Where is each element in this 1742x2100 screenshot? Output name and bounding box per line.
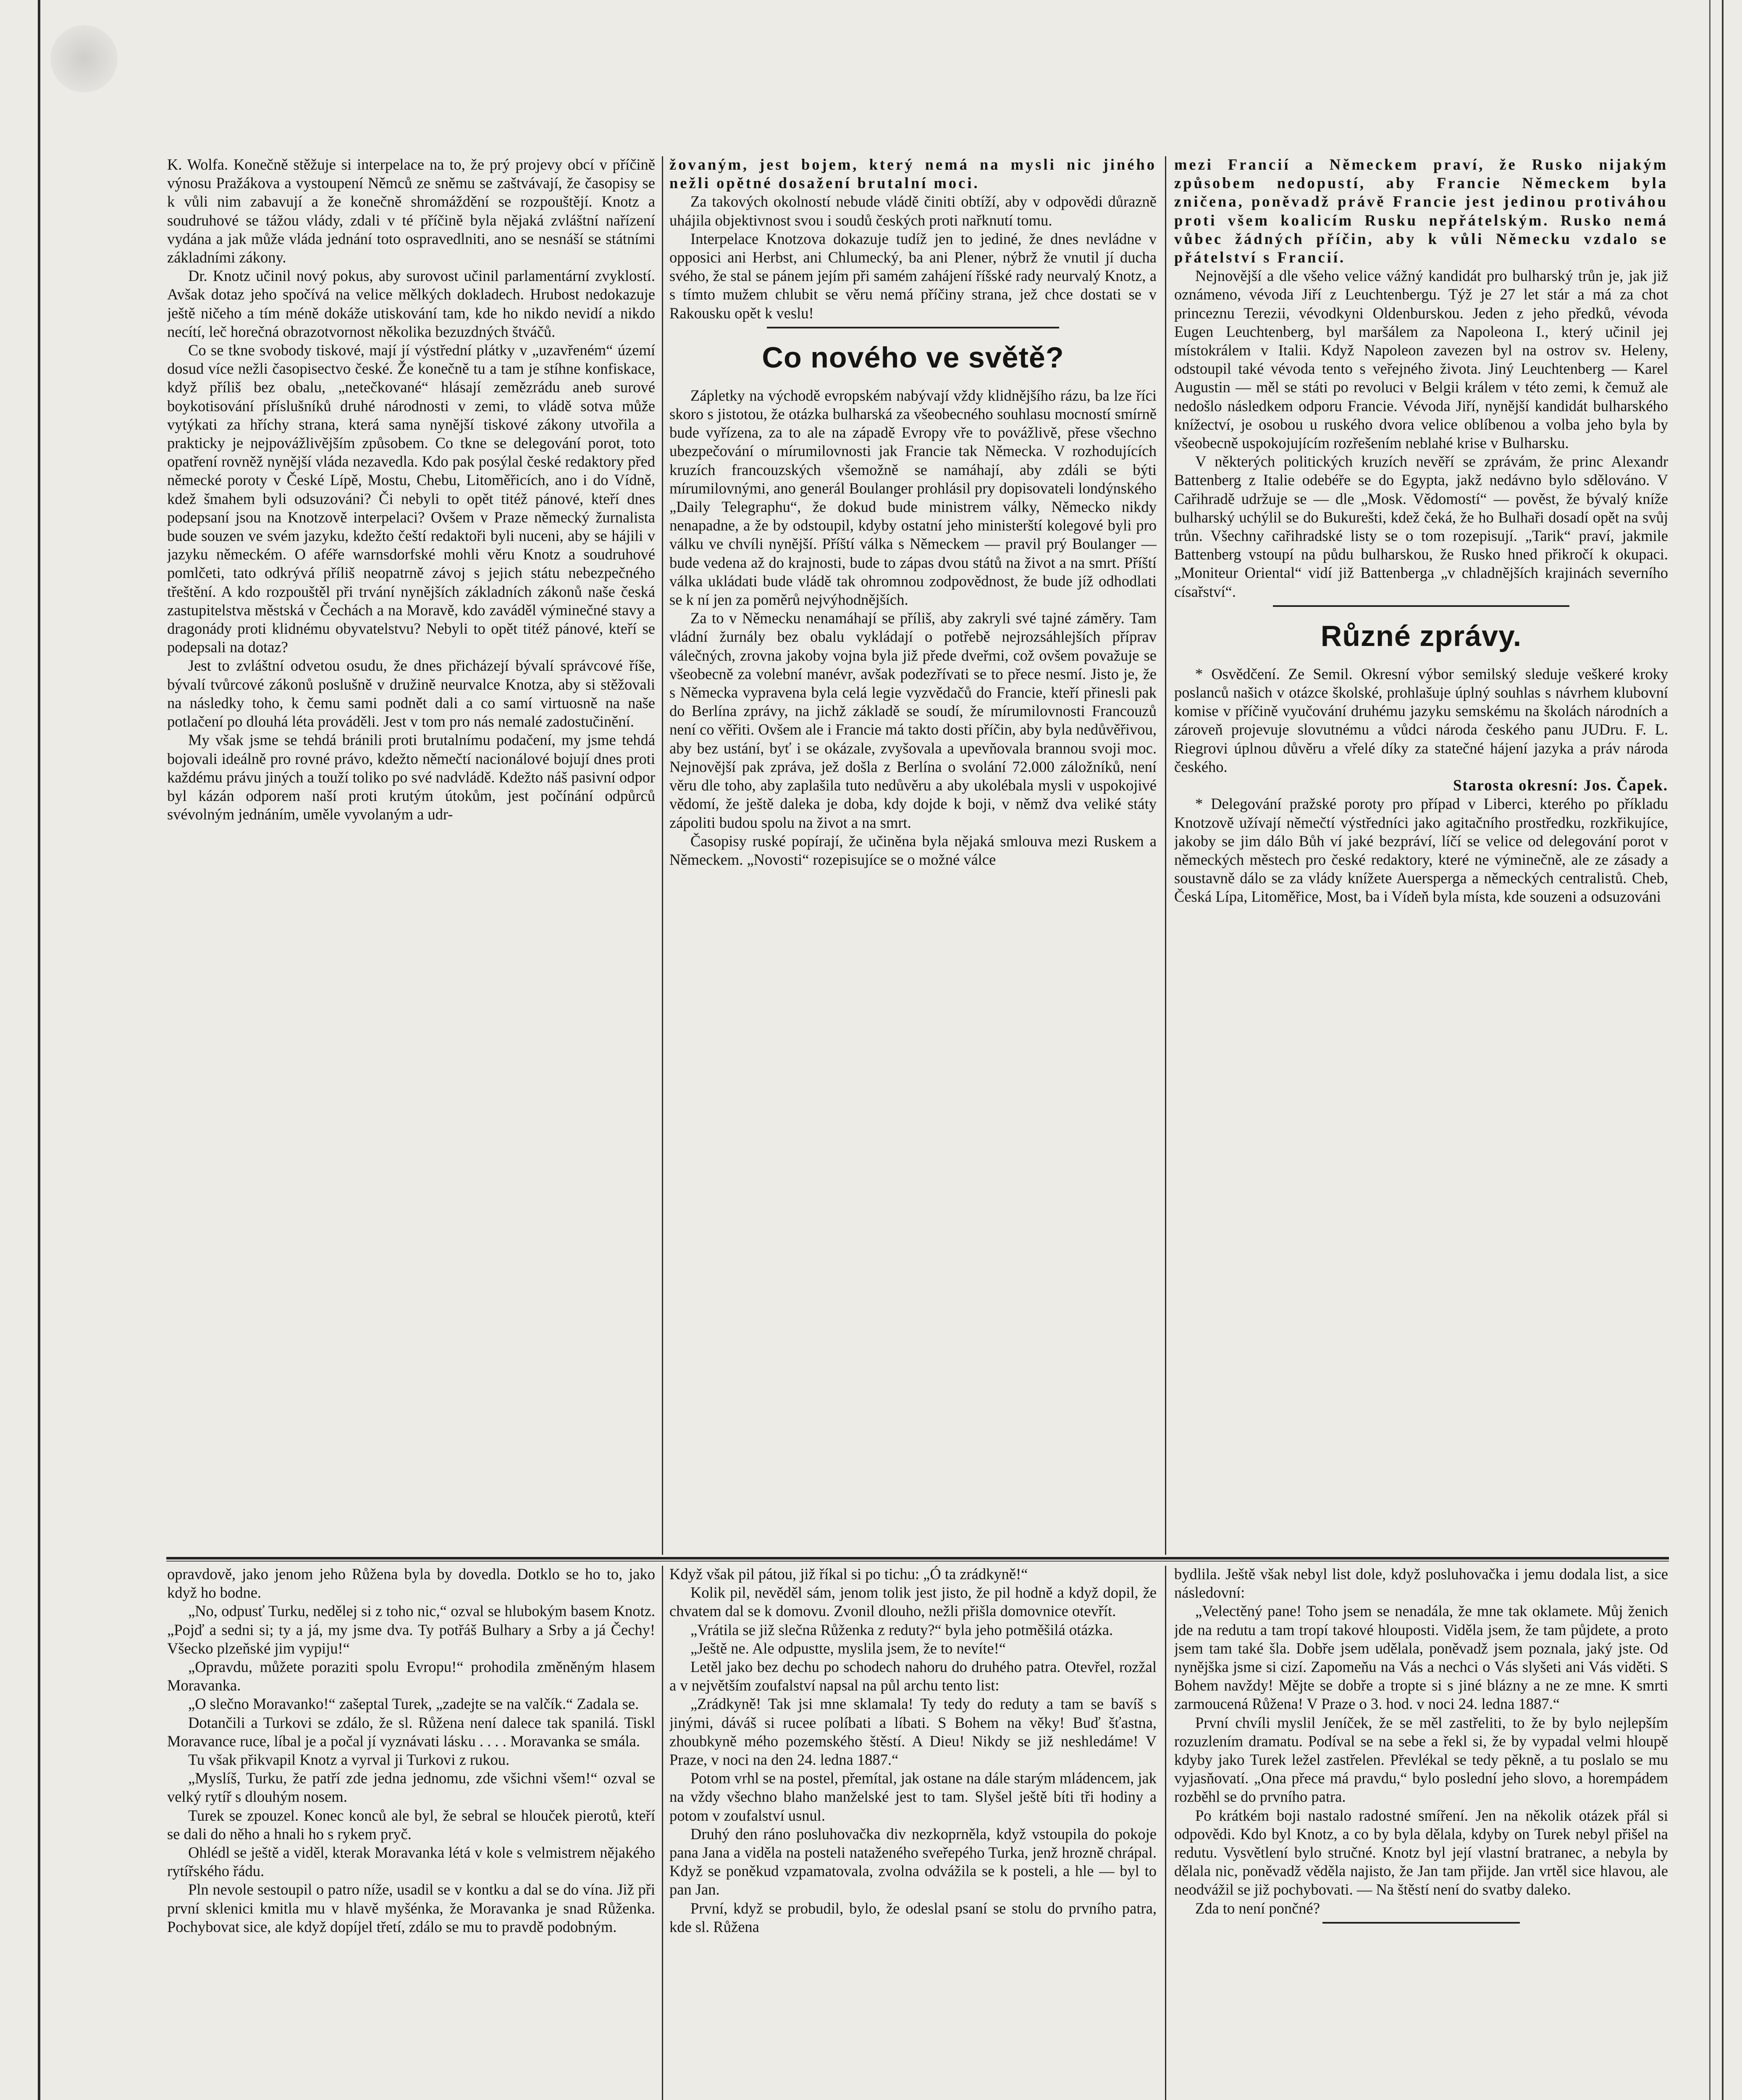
col4-paragraph: „No, odpusť Turku, nedělej si z toho nic,“ ozval se hlubokým basem Knotz. „Pojď a sedni si; ty a já, my jsme dva. Ty potřáš Bulhary a Srby a já Čechy! Všecko plzeňské jim vypiju!“ — [167, 1602, 655, 1657]
section-rule — [1273, 605, 1569, 607]
signature: Starosta okresní: Jos. Čapek. — [1453, 777, 1668, 794]
col6-paragraph: První chvíli myslil Jeníček, že se měl zastřeliti, to že by bylo nejlepším rozuzlením dramatu. Podíval se na sebe a řekl si, že by vypadal velmi hloupě kdyby jako Turek ležel zastřelen. Převlékal se tedy pěkně, a tu poslalo se mu vyjasňovatí. „Ona přece má pravdu,“ bylo poslední jeho slovo, a horempádem rozběhl se do prvního patra. — [1174, 1714, 1668, 1806]
col2-paragraph: Interpelace Knotzova dokazuje tudíž jen to jediné, že dnes nevládne v opposici ani Herbst, ani Chlumecký, ba ani Plener, nýbrž že vnutil jí ducha svého, že stal se pánem jejím při samém zahájení říšské rady neurvalý Knotz, a s tímto mužem chlubit se věru nemá příčiny strana, jež chce dostati se v Rakousku opět k veslu! — [669, 230, 1157, 322]
section-title-misc-news: Různé zprávy. — [1320, 619, 1522, 652]
feuilleton-rule — [166, 1557, 1669, 1559]
feuilleton-column-2 — [669, 1565, 1157, 2100]
article-column-1 — [167, 155, 655, 1557]
col5-paragraph: „Ještě ne. Ale odpustte, myslila jsem, že to nevíte!“ — [690, 1639, 1006, 1657]
feuilleton-column-1 — [167, 1565, 655, 2100]
col2-paragraph: Zápletky na východě evropském nabývají vždy klidnějšího rázu, ba lze říci skoro s jistotou, že otázka bulharská za všeobecného souhlasu mocností smírně bude vyřízena, za to ale na západě Evropy vře to povážlivě, přese všechno ubezpečování o mírumilovnosti jak Francie tak Německa. V rozhodujících kruzích francouzských všemožně se namáhají, aby zdáli se býti mírumilovnými, ano generál Boulanger prohlásil pry dopisovateli londýnského „Daily Telegraphu“, že dokud bude ministrem války, Německo nikdy nenapadne, a že by odstoupil, kdyby ostatní jeho ministerští kolegové byli pro válku ve chvíli nynější. Příští válka s Německem — pravil prý Boulanger — bude vedena až do krajnosti, bude to zápas dvou států na život a na smrt. Příští válka ukládati bude vládě tak ohromnou zodpovědnost, že bude jíž odhodlati se k ní jen za poměrů nejvýhodnějších. — [669, 386, 1157, 609]
article-column-3 — [1174, 155, 1668, 1557]
feuilleton-rule-thin — [166, 1561, 1669, 1562]
section-rule — [767, 327, 1059, 328]
col6-paragraph: „Velectěný pane! Toho jsem se nenadála, že mne tak oklamete. Můj ženich jde na redutu a tam tropí takové hlouposti. Viděla jsem, že tam půjdete, a proto jsem tam také šla. Dobře jsem udělala, poněvadž jsem poznala, jaký jste. Od nynějška jsme si cizí. Zapomeňu na Vás a nechci o Vás slyšeti ani Vás viděti. S Bohem navždy! Mějte se dobře a tropte si s jiné blázny a ne ze mne. K smrti zarmoucená Růžena! V Praze o 3. hod. v noci 24. ledna 1887.“ — [1174, 1602, 1668, 1713]
col5-paragraph: První, když se probudil, bylo, že odeslal psaní se stolu do prvního patra, kde sl. Růžena — [669, 1899, 1157, 1935]
left-margin-rule — [38, 0, 40, 2100]
col4-paragraph: Tu však přikvapil Knotz a vyrval ji Turkovi z rukou. — [188, 1751, 510, 1769]
col5-paragraph: Potom vrhl se na postel, přemítal, jak ostane na dále starým mládencem, jak na vždy všechno blaho manželské jest to tam. Slyšel ještě bíti tři hodiny a potom v zoufalství usnul. — [669, 1769, 1157, 1824]
col1-paragraph: K. Wolfa. Konečně stěžuje si interpelace na to, že prý projevy obcí v příčině výnosu Pražákova a vystoupení Němců ze sněmu se zaštvávají, že časopisy se k vůli nim zabavují a že konečně shromáždění se rozpouštějí. Knotz a soudruhové se tážou vlády, zdali v té příčině byla nějaká zvláštní nařízení vydána a jak může vláda jednání toto ospravedlniti, ano se nesnáší se státními základními zákony. — [167, 156, 655, 266]
col3-lead: mezi Francií a Německem praví, že Rusko nijakým způsobem nedopustí, aby Francie Německem byla zničena, poněvadž právě Francie jest jedinou protiváhou proti všem koalicím Rusku nepřátelským. Rusko nemá vůbec žádných příčin, aby k vůli Německu vzdalo se přátelství s Francií. — [1174, 156, 1668, 266]
col5-paragraph: Letěl jako bez dechu po schodech nahoru do druhého patra. Otevřel, rozžal a v největším zoufalství napsal na půl archu tento list: — [669, 1658, 1157, 1694]
col4-paragraph: Turek se zpouzel. Konec konců ale byl, že sebral se hlouček pierotů, kteří se dali do něho a hnali ho s rykem pryč. — [167, 1806, 655, 1843]
col4-paragraph: Pln nevole sestoupil o patro níže, usadil se v kontku a dal se do vína. Již při první sklenici kmitla mu v hlavě myšénka, že Moravanka je snad Růženka. Pochybovat sice, ale když dopíjel třetí, zdálo se mu to pravdě podobným. — [167, 1881, 655, 1935]
col2-paragraph: Za takových okolností nebude vládě činiti obtíží, aby v odpovědi důrazně uhájila objektivnost svou i soudů českých proti nařknutí tomu. — [669, 193, 1157, 229]
column-divider — [1165, 156, 1166, 1555]
column-divider — [662, 1566, 663, 2100]
col4-paragraph: „Opravdu, můžete poraziti spolu Evropu!“ prohodila změněným hlasem Moravanka. — [167, 1658, 655, 1694]
col4-paragraph: Dotančili a Turkovi se zdálo, že sl. Růžena není dalece tak spanilá. Tiskl Moravance ruce, líbal je a počal jí vyznávati lásku . . . . Moravanka se smála. — [167, 1714, 655, 1750]
right-margin-rule-inner — [1709, 0, 1711, 2100]
col3-paragraph: V některých politických kruzích nevěří se zprávám, že princ Alexandr Battenberg z Italie odebéře se do Egypta, jakž nedávno bylo sdělováno. V Cařihradě udržuje se — dle „Mosk. Vědomostí“ — pověst, že bývalý kníže bulharský uchýlil se do Bukurešti, kdež čeká, že ho Bulhaři dosadí opět na svůj trůn. Všechny cařihradské listy se o tom rozepisují. „Tarik“ praví, jakmile Battenberg vstoupí na půdu bulharskou, že Rusko hned přikročí k okupaci. „Moniteur Oriental“ vidí již Battenberga „v chladnějších krajinách severního císařství“. — [1174, 453, 1668, 600]
col5-paragraph: „Zrádkyně! Tak jsi mne sklamala! Ty tedy do reduty a tam se bavíš s jinými, dáváš si rucee políbati a líbati. S Bohem na věky! Buď šťastna, zhoubkyně mého pozemského štěstí. A Dieu! Nikdy se již neshledáme! V Praze, v noci na den 24. ledna 1887.“ — [669, 1695, 1157, 1769]
col1-paragraph: Co se tkne svobody tiskové, mají jí výstřední plátky v „uzavřeném“ území dosud více nežli časopisectvo české. Že konečně tu a tam je stíhne konfiskace, když příliš bez obalu, „netečkované“ hlásají zemězrádu aneb surové boykotisování příslušníků druhé národnosti v zemi, to vládě sotva může vytýkati za hříchy strana, která sama nynější tiskové zákony utvořila a prakticky je nejpovážlivějším způsobem. Co tkne se delegování porot, toto opatření rovněž nynější vláda nezavedla. Kdo pak posýlal české redaktory před německé poroty v České Lípě, Mostu, Chebu, Litoměřicích, ano i do Vídně, kdež šmahem byli odsuzováni? Či nebyli to opět titéž pánové, kteří dnes podepsaní jsou na Knotzově interpelaci? Ovšem v Praze německý žurnalista bude souzen ve svém jazyku, kdežto čeští redaktoři byli nuceni, aby se hájili v jazyku německém. O aféře warnsdorfské mohli věru Knotz a soudruhové pomlčeti, tato odkrývá příliš neopatrně závoj s jejich státu nebezpečného třeštění. A kdo rozpouštěl při trvání nynějších základních zákonů naše česká zastupitelstva městská v Čechách a na Moravě, kdo zaváděl výminečné stavy a dragonády proti klidnému obyvatelstvu? Nebyli to opět titéž pánové, kteří se podepsali na dotaz? — [167, 341, 655, 656]
article-column-2 — [669, 155, 1157, 1557]
col1-paragraph: Jest to zvláštní odvetou osudu, že dnes přicházejí bývalí správcové říše, bývalí tvůrcové zákonů poslušně v družině neurvalce Knotza, aby si stěžovali na následky toho, k čemu sami podnět dali a co samí virtuosně na naše potlačení po dlouhá léta prováděli. Jest v tom pro nás nemalé zadostučinění. — [167, 657, 655, 730]
column-divider — [1165, 1566, 1166, 2100]
col6-paragraph: Po krátkém boji nastalo radostné smíření. Jen na několik otázek přál si odpovědi. Kdo byl Knotz, a co by byla dělala, kdyby on Turek nebyl přišel na redutu. Vysvětlení bylo stručné. Knotz byl její vlastní bratranec, a nebyla by dělala nic, poněvadž věděla najisto, že Jan tam přijde. Jan vrtěl sice hlavou, ale neodvážil se již pochybovati. — Na štěstí není do svatby daleko. — [1174, 1806, 1668, 1898]
col3-paragraph: * Delegování pražské poroty pro případ v Liberci, kterého po příkladu Knotzově užívají němečtí výstředníci jako agitačního prostředku, rozkřikujíce, jakoby se jim dálo Bůh ví jaké bezpráví, líčí se velice od delegování porot v německých městech pro české redaktory, které ne výminečně, ale ze zásady a soustavně dálo se za vlády knížete Auersperga a německých centralistů. Cheb, Česká Lípa, Litoměřice, Most, ba i Vídeň byla místa, kde souzeni a odsuzováni — [1174, 795, 1668, 906]
col4-paragraph: „Myslíš, Turku, že patří zde jedna jednomu, zde všichni všem!“ ozval se velký rytíř s dlouhým nosem. — [167, 1769, 655, 1806]
col2-paragraph: Časopisy ruské popírají, že učiněna byla nějaká smlouva mezi Ruskem a Německem. „Novosti“ rozepisujíce se o možné válce — [669, 832, 1157, 868]
end-rule — [1322, 1922, 1520, 1924]
col1-paragraph: My však jsme se tehdá bránili proti brutalnímu podačení, my jsme tehdá bojovali ideálně pro rovné právo, kdežto němečtí nacionálové bojují dnes proti každému právu jiných a touží toliko po své nadvládě. Kdežto náš pasivní odpor byl kázán odporem naší proti krutým útokům, jest počínání odpůrců svévolným jednáním, uměle vyvolaným a udr- — [167, 731, 655, 823]
right-margin-rule — [1722, 0, 1724, 2100]
col4-paragraph: opravdově, jako jenom jeho Růžena byla by dovedla. Dotklo se ho to, jako když ho bodne. — [167, 1565, 655, 1601]
col2-lead: žovaným, jest bojem, který nemá na mysli nic jiného nežli opětné dosažení brutalní moci. — [669, 156, 1157, 192]
col1-paragraph: Dr. Knotz učinil nový pokus, aby surovost učinil parlamentární zvyklostí. Avšak dotaz jeho spočívá na velice mělkých dokladech. Hrubost nedokazuje ještě ničeho a tím méně dokáže utiskování tam, kde ho nikdo nevidí a nikdo necítí, leč horečná obrazotvornost několika bezuzdných štváčů. — [167, 267, 655, 340]
closing-line: Zda to není pončné? — [1195, 1899, 1320, 1917]
feuilleton-column-3 — [1174, 1565, 1668, 2100]
col5-paragraph: Když však pil pátou, již říkal si po tichu: „Ó ta zrádkyně!“ — [669, 1565, 1028, 1583]
paper-stain — [50, 25, 118, 92]
col3-paragraph: * Osvědčení. Ze Semil. Okresní výbor semilský sleduje veškeré kroky poslanců našich v otázce školské, prohlašuje úplný souhlas s návrhem klubovní komise v příčině vyučování druhému jazyku semskému na školách národních a zároveň projevuje slovutnému a vůdci národa českého panu JUDru. F. L. Riegrovi úplnou důvěru a vřelé díky za statečné hájení jazyka a práv národa českého. — [1174, 665, 1668, 775]
col5-paragraph: Kolik pil, nevěděl sám, jenom tolik jest jisto, že pil hodně a když dopil, že chvatem dal se k domovu. Zvonil dlouho, nežli přišla domovnice otevřít. — [669, 1584, 1157, 1620]
col6-paragraph: bydlila. Ještě však nebyl list dole, když posluhovačka i jemu dodala list, a sice následovní: — [1174, 1565, 1668, 1601]
section-title-world-news: Co nového ve světě? — [762, 341, 1064, 374]
col4-paragraph: „O slečno Moravanko!“ zašeptal Turek, „zadejte se na valčík.“ Zadala se. — [188, 1695, 639, 1713]
col2-paragraph: Za to v Německu nenamáhají se příliš, aby zakryli své tajné záměry. Tam vládní žurnály bez obalu vykládají o potřebě nejrozsáhlejších příprav válečných, zrovna jakoby vojna byla již přede dveřmi, což ovšem považuje se všeobecně za volební manévr, avšak podezřívati se to přece nesmí. Jisto je, že s Německa vypravena byla celá legie vyzvědačů do Francie, kteří přinesli pak do Berlína zprávy, na jichž základě se soudí, že mírumilovnosti Francouzů není co věřiti. Ovšem ale i Francie má takto dosti příčin, aby byla nedůvěřivou, aby bez ustání, byť i se okázale, zvyšovala a upevňovala brannou svoji moc. Nejnovější pak zpráva, jež došla z Berlína o svolání 72.000 záložníků, není věru dle toho, aby zaplašila tuto nedůvěru a aby ukolébala mysli v uspokojivé vědomí, že ještě daleka je doba, kdy dojde k boji, v němž dva veliké státy zápoliti budou spolu na život a na smrt. — [669, 609, 1157, 831]
col5-paragraph: „Vrátila se již slečna Růženka z reduty?“ byla jeho potměšilá otázka. — [690, 1621, 1113, 1638]
col3-paragraph: Nejnovější a dle všeho velice vážný kandidát pro bulharský trůn je, jak již oznámeno, vévoda Jiří z Leuchtenbergu. Týž je 27 let stár a má za chot princeznu Terezii, vévodkyni Oldenburskou. Jeden z jeho předků, vévoda Eugen Leuchtenberg, byl maršálem za Napoleona I., který učinil jej místokrálem v Italii. Když Napoleon zavezen byl na ostrov sv. Heleny, odstoupil také vévoda tento s veřejného života. Jiný Leuchtenberg — Karel Augustin — měl se státi po revoluci v Belgii králem v této zemi, k čemuž ale nedošlo následkem odporu Francie. Vévoda Jiří, nynější kandidát bulharského knížectví, je osobou u ruského dvora velice oblíbenou a volba jeho byla by všeobecně uspokojujícím rozřešením neblahé krise v Bulharsku. — [1174, 267, 1668, 452]
column-divider — [662, 156, 663, 1555]
col5-paragraph: Druhý den ráno posluhovačka div nezkoprněla, když vstoupila do pokoje pana Jana a viděla na posteli nataženého sveřepého Turka, jenž hrozně chrápal. Když se poněkud vzpamatovala, zvolna odvážila se k posteli, a hle — byl to pan Jan. — [669, 1825, 1157, 1898]
col4-paragraph: Ohlédl se ještě a viděl, kterak Moravanka létá v kole s velmistrem nějakého rytířského řádu. — [167, 1844, 655, 1880]
